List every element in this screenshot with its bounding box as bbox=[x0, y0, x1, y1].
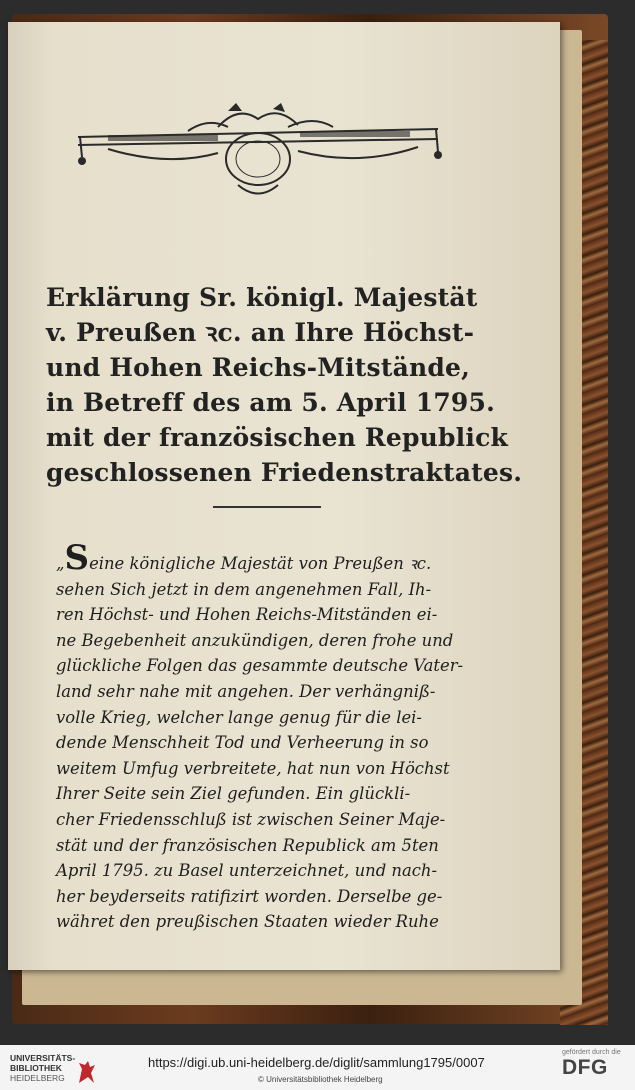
title-line: Erklärung Sr. königl. Majestät bbox=[46, 283, 478, 312]
book-page bbox=[8, 22, 560, 970]
body-line: ren Höchst- und Hohen Reichs-Mitständen ei- bbox=[56, 605, 438, 625]
body-line: land sehr nahe mit angehen. Der verhängniß- bbox=[56, 681, 436, 701]
body-line-first: „Seine königliche Majestät von Preußen ꝛc. bbox=[56, 538, 432, 578]
body-line: ne Begebenheit anzukündigen, deren frohe und bbox=[56, 630, 454, 650]
body-line: glückliche Folgen das gesammte deutsche Vater- bbox=[56, 656, 464, 676]
title-line: geschlossenen Friedenstraktates. bbox=[46, 458, 523, 487]
title-line: v. Preußen ꝛc. an Ihre Höchst- bbox=[46, 318, 475, 347]
title-line: und Hohen Reichs-Mitstände, bbox=[46, 353, 471, 382]
document-title bbox=[46, 280, 523, 490]
body-line: stät und der französischen Republick am 5ten bbox=[56, 835, 439, 855]
drop-cap: S bbox=[64, 538, 90, 578]
logo-line: UNIVERSITÄTS- bbox=[10, 1053, 76, 1063]
body-line: weitem Umfug verbreitete, hat nun von Höchst bbox=[56, 758, 450, 778]
body-line: dende Menschheit Tod und Verheerung in so bbox=[56, 733, 429, 753]
body-line: Ihrer Seite sein Ziel gefunden. Ein glückli- bbox=[56, 784, 411, 804]
body-line: April 1795. zu Basel unterzeichnet, und nach- bbox=[56, 861, 438, 881]
logo-line: HEIDELBERG bbox=[10, 1073, 65, 1083]
body-line: sehen Sich jetzt in dem angenehmen Fall, Ih- bbox=[56, 579, 432, 599]
heraldic-lion-icon bbox=[76, 1059, 98, 1085]
library-logo[interactable] bbox=[10, 1053, 90, 1085]
permalink-url[interactable]: https://digi.ub.uni-heidelberg.de/diglit/sammlung1795/0007 bbox=[148, 1055, 485, 1070]
body-paragraph bbox=[56, 538, 486, 935]
title-line: in Betreff des am 5. April 1795. bbox=[46, 388, 496, 417]
dfg-funding-label: gefördert durch die bbox=[562, 1049, 621, 1056]
ornament-vignette-icon bbox=[68, 97, 448, 217]
footer-bar bbox=[0, 1045, 635, 1090]
title-line: mit der französischen Republick bbox=[46, 423, 509, 452]
body-first-line-text: eine königliche Majestät von Preußen ꝛc. bbox=[89, 554, 432, 573]
body-line: cher Friedensschluß ist zwischen Seiner Maje- bbox=[56, 809, 446, 829]
dfg-logo[interactable] bbox=[562, 1049, 630, 1087]
body-line: her beyderseits ratifizirt worden. Derselbe ge- bbox=[56, 886, 443, 906]
logo-line: BIBLIOTHEK bbox=[10, 1063, 62, 1073]
copyright-notice: © Universitätsbibliothek Heidelberg bbox=[258, 1075, 383, 1084]
separator-rule bbox=[213, 506, 321, 508]
dfg-wordmark: DFG bbox=[562, 1056, 608, 1079]
body-line: währet den preußischen Staaten wieder Ruhe bbox=[56, 912, 439, 932]
body-line: volle Krieg, welcher lange genug für die lei- bbox=[56, 707, 422, 727]
